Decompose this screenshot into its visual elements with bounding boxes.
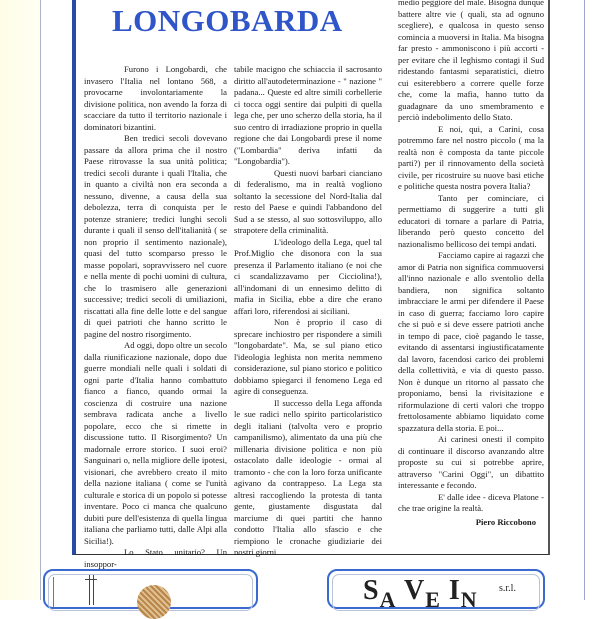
company-suffix: s.r.l. bbox=[499, 583, 516, 594]
paragraph: Ben tredici secoli dovevano passare da allora prima che il nostro Paese ritrovasse la sua unità politica; tredici secoli durante i quali l'Italia, che in quanto a civiltà non era seconda a nessuno, divenne, a causa della sua debolezza, terra di conquista per le potenze straniere; tredici lunghi secoli durante i quali il senso dell'italianità ( se non proprio il sentimento nazionale), quasi del tutto scomparso presso le masse popolari, sopravvissero nel cuore e nella mente di pochi uomini di cultura, che lo trasmisero alle generazioni successive; tredici secoli di umiliazioni, riscattati alla fine delle lotte e del sangue di quei patrioti che hanno scritto le pagine del nostro risorgimento. bbox=[84, 133, 227, 339]
paragraph: Il successo della Lega affonda le sue radici nello spirito particolaristico degli italiani (talvolta vero e proprio campanilismo), alimentato da una più che millenaria divisione politica e non più ostacolato dalle ideologie - ormai al tramonto - che con la loro forza unificante agivano da contrappeso. La Lega sta altresì raccogliendo la protesta di tanta gente, giustamente disgustata dal marciume di quei partiti che hanno condotto l'Italia allo sfascio e che riempiono le cronache giudiziarie dei nostri giorni. bbox=[234, 397, 382, 557]
logo-letter: S bbox=[363, 575, 380, 606]
article-column-3 bbox=[398, 0, 544, 528]
paragraph: medio peggiore del male. Bisogna dunque battere altre vie ( quali, sta ad ognuno sceglierе), e qualcosa in questo senso comincia a muoversi in Italia. Ma bisogna far presto - ammoniscono i più accorti - per evitare che il leghismo contagi il Sud ridestando fantasmi separatistici, dietro cui esiterebbero a correre quelle forze che, come la mafia, hanno tutto da guadagnare da uno smembramento e perciò indebolimento dello Stato. bbox=[398, 0, 544, 122]
paragraph: Ai carinesi onesti il compito di continuare il discorso avanzando altre proposte su cui si potrebbe aprire, attraverso "Carini Oggi", un dibattito interessante e fecondo. bbox=[398, 434, 544, 490]
author-signature: Piero Riccobono bbox=[475, 516, 536, 527]
page-edge-right bbox=[584, 0, 585, 600]
paragraph: Ad oggi, dopo oltre un secolo dalla riunificazione nazionale, dopo due guerre mondiali nelle quali i soldati di ogni parte d'Italia hanno combattuto fianco a fianco, quando ormai la coscienza di costruire una nazione sembrava radicata anche a livello popolare, ecco che si rimette in discussione tutto. Il Risorgimento? Un madornale errore storico. I suoi eroi? Sanguinari o, nella migliore delle ipotesi, visionari, che avrebbero creato il mito della nazione italiana ( come se l'unità culturale e storica di un popolo si potesse inventare. Poco ci manca che qualcuno dubiti pure dell'esistenza di quella lingua italiana che parliamo tutti, dalle Alpi alla Sicilia!). bbox=[84, 340, 227, 546]
paragraph: tabile macigno che schiaccia il sacrosanto diritto all'autodeterminazione - " nazione " padana... Queste ed altre simili corbellerie ci tocca oggi sentire dai pulpiti di quella lega che, per uno scherzo della storia, ha il suo centro di irradiazione proprio in quella regione che dai Longobardi prese il nome ("Lombardia" deriva infatti da "Longobardia"). bbox=[234, 64, 382, 166]
paragraph: Furono i Longobardi, che invasero l'Italia nel lontano 568, a provocarne involontariamente la divisione politica, non avendo la forza di scacciare da tutto il territorio nazionale i dominatori bizantini. bbox=[84, 64, 227, 132]
article-column-2 bbox=[234, 64, 382, 559]
paragraph: Facciamo capire ai ragazzi che amor di Patria non significa commuoversi all'inno nazionale e allo sventolio della bandiera, non significa soltanto imbracciare le armi per difendere il Paese in caso di guerra; facciamo loro capire che si può e si deve essere patrioti anche in tempo di pace, cioè pagando le tasse, evitando di assentarsi ingiustificatamente dal lavoro, facendosi carico dei problemi della collettività, e via di questo passo. Non è dunque un ritorno al passato che proponiamo, bensì la rivisitazione e riformulazione di certi valori che troppo frettolosamente abbiamo liquidato come spazzatura della storia. E poi... bbox=[398, 250, 544, 433]
advertisement-left bbox=[43, 569, 258, 609]
article-column-1 bbox=[84, 64, 227, 570]
paragraph: Non è proprio il caso di sprecare inchiostro per rispondere a simili "longobardate". Ma, se sul piano etico l'ideologia leghista non merita nemmeno considerazione, sul piano storico e politico dobbiamo spiegarci il fenomeno Lega ed agire di conseguenza. bbox=[234, 317, 382, 396]
logo-letter: E bbox=[425, 587, 441, 612]
paragraph: Lo Stato unitario? Un insoppor- bbox=[84, 547, 227, 569]
page-margin-tint bbox=[0, 0, 40, 600]
antenna-crossbar bbox=[85, 579, 97, 580]
paragraph: Questi nuovi barbari cianciano di federalismo, ma in realtà vogliono soltanto la secessione del Nord-Italia dal resto del Paese e quindi l'abbandono del Sud a se stesso, al suo sottosviluppo, allo strapotere della criminalità. bbox=[234, 167, 382, 235]
savein-logo bbox=[363, 575, 478, 612]
logo-letter: A bbox=[379, 587, 397, 612]
paragraph: E noi, qui, a Carini, cosa potremmo fare nel nostro piccolo ( ma la realtà non è composta da tante piccole parti?) per il rinnovamento della società civile, per ricostruire su nuove basi etiche e politiche questa nostra povera Italia? bbox=[398, 123, 544, 191]
paragraph: Tanto per cominciare, ci permettiamo di suggerire a tutti gli educatori di tornare a parlare di Patria, liberando però questo concetto del nazionalismo bellicoso dei tempi andati. bbox=[398, 192, 544, 249]
article-title: LONGOBARDA bbox=[112, 3, 343, 38]
page-edge-left bbox=[40, 0, 41, 600]
logo-letter: I bbox=[448, 575, 461, 606]
globe-icon bbox=[137, 585, 171, 619]
ad-divider-line bbox=[53, 577, 54, 607]
logo-letter: V bbox=[403, 575, 426, 606]
advertisement-savein bbox=[327, 569, 545, 612]
paragraph: E' dalle idee - diceva Platone - che trae origine la realtà. bbox=[398, 491, 544, 513]
logo-letter: N bbox=[460, 587, 478, 612]
paragraph: L'ideologo della Lega, quel tal Prof.Miglio che disonora con la sua presenza il Parlamento italiano (e noi che ci scandalizzavamo per Cicciolina!), all'indomani di un ennesimo delitto di mafia in Sicilia, ebbe a dire che erano affari loro, riferendosi ai siciliani. bbox=[234, 236, 382, 316]
